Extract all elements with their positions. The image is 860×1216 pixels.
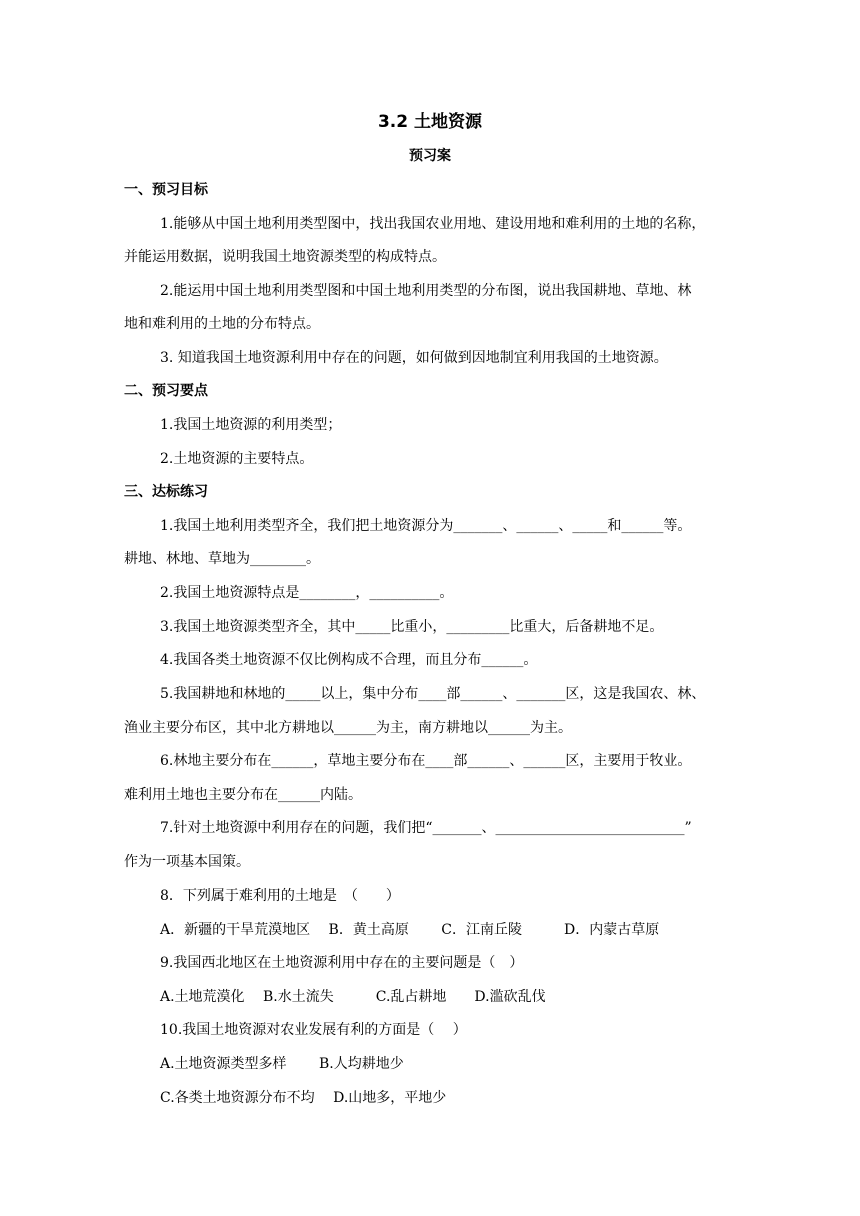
question-3: 3.我国土地资源类型齐全，其中_____比重小，_________比重大，后备耕地不足。 [160,619,664,635]
goal-1-line-1: 1.能够从中国土地利用类型图中，找出我国农业用地、建设用地和难利用的土地的名称， [160,216,706,232]
section-heading-points: 二、预习要点 [124,383,208,399]
goal-2-line-2: 地和难利用的土地的分布特点。 [124,316,320,332]
goal-3: 3. 知道我国土地资源利用中存在的问题，如何做到因地制宜利用我国的土地资源。 [160,350,668,366]
goal-1-line-2: 并能运用数据，说明我国土地资源类型的构成特点。 [124,249,446,265]
question-2: 2.我国土地资源特点是________，__________。 [160,585,454,601]
question-8: 8．下列属于难利用的土地是 （ ） [160,888,400,904]
question-1-line-1: 1.我国土地利用类型齐全，我们把土地资源分为_______、______、_____和______等。 [160,518,692,534]
document-subtitle: 预习案 [409,148,451,164]
question-10-options-line-2: C.各类土地资源分布不均 D.山地多，平地少 [160,1090,447,1106]
question-4: 4.我国各类土地资源不仅比例构成不合理，而且分布______。 [160,652,538,668]
question-6-line-2: 难利用土地也主要分布在______内陆。 [124,787,362,803]
question-6-line-1: 6.林地主要分布在______，草地主要分布在____部______、______区，主要用于牧业。 [160,753,692,769]
point-1: 1.我国土地资源的利用类型； [160,417,342,433]
goal-2-line-1: 2.能运用中国土地利用类型图和中国土地利用类型的分布图，说出我国耕地、草地、林 [160,283,692,299]
question-9: 9.我国西北地区在土地资源利用中存在的主要问题是（ ） [160,955,524,971]
question-7-line-1: 7.针对土地资源中利用存在的问题，我们把“_______、___________________________” [160,820,692,836]
question-8-options: A．新疆的干旱荒漠地区 B．黄土高原 C．江南丘陵 D．内蒙古草原 [160,922,660,938]
question-10: 10.我国土地资源对农业发展有利的方面是（ ） [160,1022,467,1038]
question-1-line-2: 耕地、林地、草地为________。 [124,551,320,567]
question-5-line-2: 渔业主要分布区，其中北方耕地以______为主，南方耕地以______为主。 [124,720,572,736]
question-9-options: A.土地荒漠化 B.水土流失 C.乱占耕地 D.滥砍乱伐 [160,989,546,1005]
section-heading-goals: 一、预习目标 [124,182,208,198]
section-heading-exercises: 三、达标练习 [124,484,208,500]
question-7-line-2: 作为一项基本国策。 [124,854,250,870]
document-title: 3.2 土地资源 [377,112,483,132]
question-5-line-1: 5.我国耕地和林地的_____以上，集中分布____部______、_______区，这是我国农、林、 [160,686,706,702]
question-10-options-line-1: A.土地资源类型多样 B.人均耕地少 [160,1056,404,1072]
point-2: 2.土地资源的主要特点。 [160,451,314,467]
